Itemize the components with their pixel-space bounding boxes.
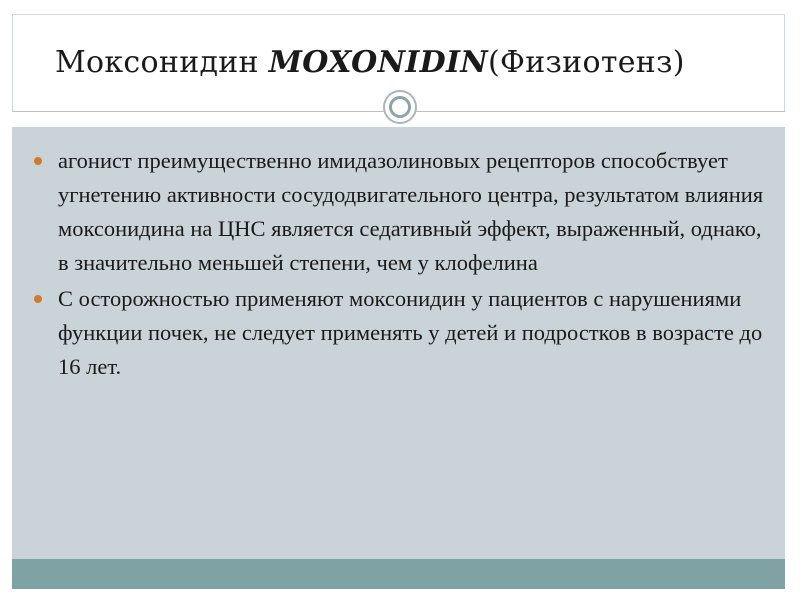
bullet-list [32, 144, 767, 386]
slide-title [55, 45, 685, 80]
bullet-item [32, 144, 767, 280]
bullet-text: С осторожностью применяют моксонидин у пациентов с нарушениями функции почек, не следует применять у детей и подростков в возрасте до 16 лет. [58, 286, 763, 379]
title-bold: MOXONIDIN [268, 45, 489, 80]
slide [12, 14, 785, 589]
bullet-dot-icon [34, 295, 42, 303]
circle-ornament-inner [389, 96, 411, 118]
title-suffix: (Физиотенз) [488, 45, 685, 80]
bullet-dot-icon [34, 157, 42, 165]
circle-ornament-icon [383, 90, 417, 124]
footer-bar [12, 559, 785, 589]
bullet-text: агонист преимущественно имидазолиновых рецепторов способствует угнетению активности сосудодвигательного центра, результатом влияния моксонидина на ЦНС является седативный эффект, выраженный, однако, в значительно меньшей степени, чем у клофелина [58, 148, 764, 275]
title-regular: Моксонидин [55, 45, 269, 80]
bullet-item [32, 282, 767, 384]
